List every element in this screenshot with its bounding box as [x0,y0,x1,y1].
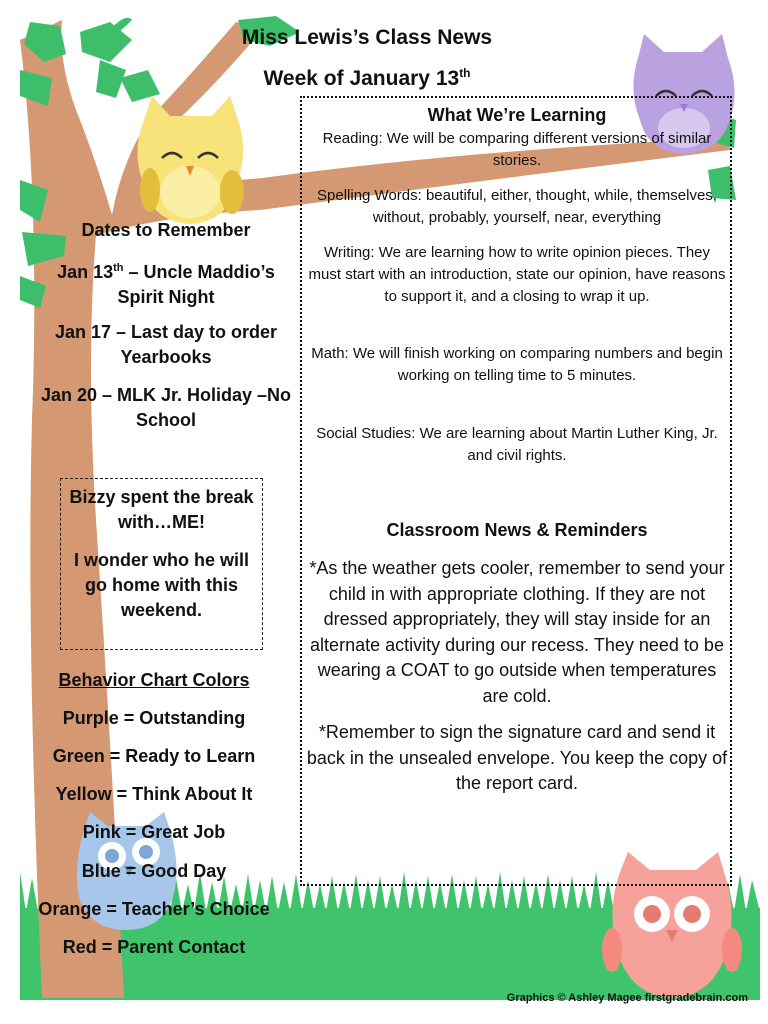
bizzy-line-2: I wonder who he will go home with this weekend. [73,550,249,620]
behavior-item: Purple = Outstanding [62,708,246,728]
date-item: Jan 17 – Last day to order Yearbooks [54,322,278,367]
news-heading: Classroom News & Reminders [386,520,648,540]
behavior-item: Yellow = Think About It [55,784,253,804]
date-item [40,256,292,310]
news-item-coat: *As the weather gets cooler, remember to send your child in with appropriate clothing. If they are not dressed appropriately, they will stay inside for an alternate activity during our recess. They need to be wearing a COAT to go outside when temperatures are cold. [309,558,725,706]
news-item-signature: *Remember to sign the signature card and send it back in the unsealed envelope. You keep the copy of the report card. [306,722,728,793]
date-suffix: th [113,262,124,274]
week-heading [0,66,734,91]
bizzy-line-1: Bizzy spent the break with…ME! [69,487,254,532]
behavior-item: Orange = Teacher’s Choice [38,899,270,919]
newsletter-title: Miss Lewis’s Class News [241,26,493,49]
behavior-heading: Behavior Chart Colors [58,670,250,690]
graphics-credit: Graphics © Ashley Magee firstgradebrain.com [506,992,748,1004]
date-event: – Uncle Maddio’s Spirit Night [117,262,275,307]
date-item: Jan 20 – MLK Jr. Holiday –No School [40,385,292,430]
dates-heading: Dates to Remember [81,220,251,240]
behavior-item: Blue = Good Day [81,861,227,881]
behavior-item: Pink = Great Job [82,822,226,842]
spelling-text: Spelling Words: beautiful, either, thought, while, themselves, without, probably, yourself, near, everything [317,187,717,226]
behavior-item: Red = Parent Contact [62,937,246,957]
math-text: Math: We will finish working on comparing numbers and begin working on telling time to 5 minutes. [311,345,723,384]
week-text: Week of January 13 [263,67,460,90]
date-text: Jan 13 [57,262,114,282]
yellow-owl-illustration [137,96,244,224]
reading-text: Reading: We will be comparing different versions of similar stories. [322,130,712,169]
learning-heading: What We’re Learning [427,105,607,125]
writing-text: Writing: We are learning how to write opinion pieces. They must start with an introduction, state our opinion, have reasons to support it, and a closing to wrap it up. [308,244,726,305]
social-studies-text: Social Studies: We are learning about Martin Luther King, Jr. and civil rights. [316,425,718,464]
behavior-item: Green = Ready to Learn [52,746,256,766]
week-suffix: th [459,66,471,80]
